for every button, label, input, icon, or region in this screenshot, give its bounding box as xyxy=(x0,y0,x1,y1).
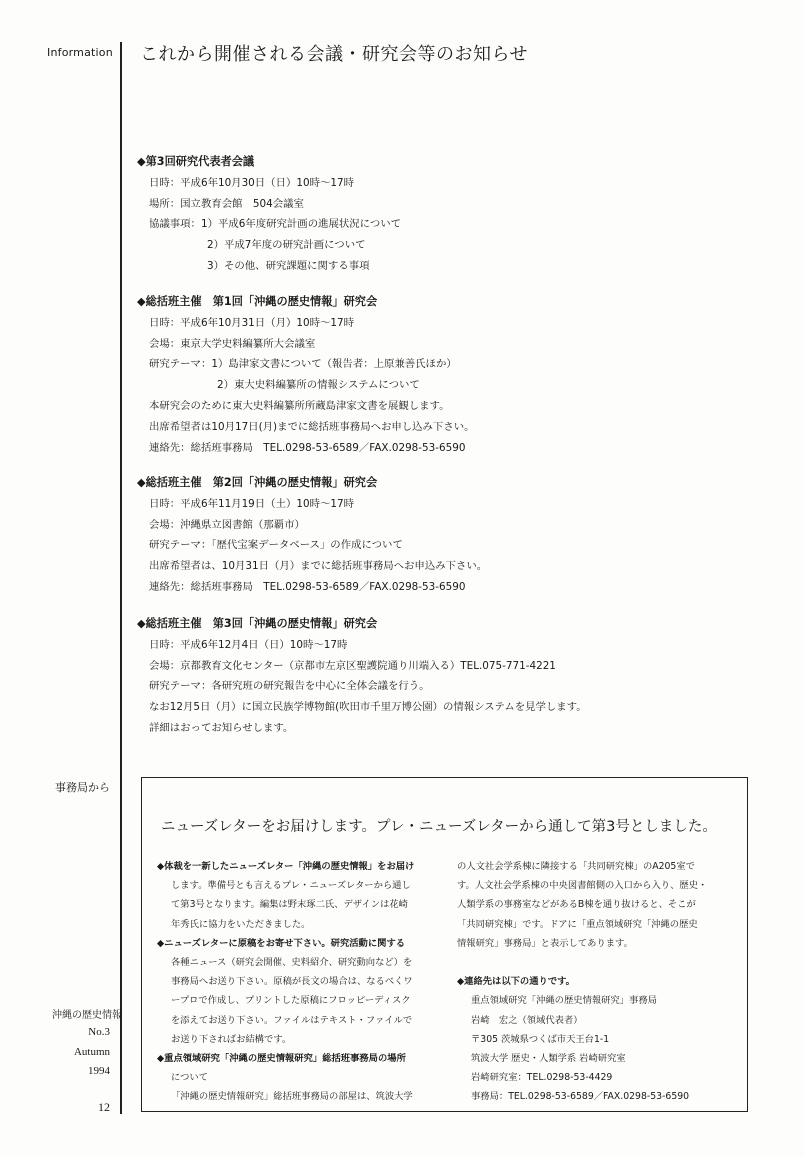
column-line: 事務局：TEL.0298-53-6589／FAX.0298-53-6590 xyxy=(471,1091,690,1103)
newsletter-left-column xyxy=(157,857,414,1107)
column-line: 各種ニュース（研究会開催、史料紹介、研究動向など）を xyxy=(171,957,413,969)
notice-line: 3）その他、研究課題に関する事項 xyxy=(207,259,370,272)
issue-season: Autumn xyxy=(73,1046,110,1058)
notice-line: 詳細はおってお知らせします。 xyxy=(149,721,294,734)
notice-section xyxy=(137,152,401,277)
column-line: 人類学系の事務室などがあるB棟を通り抜けると、そこが xyxy=(457,899,696,911)
notice-line: 出席希望者は、10月31日（月）までに総括班事務局へお申込み下さい。 xyxy=(149,560,488,573)
notice-line: 2）東大史料編纂所の情報システムについて xyxy=(217,379,420,392)
notice-line: 2）平成7年度の研究計画について xyxy=(207,239,366,252)
column-line: 「沖縄の歴史情報研究」総括班事務局の部屋は、筑波大学 xyxy=(171,1091,413,1103)
column-line: 事務局へお送り下さい。原稿が長文の場合は、なるべくワ xyxy=(171,976,413,988)
notice-line: 会場：京都教育文化センター（京都市左京区聖護院通り川端入る）TEL.075-771-4221 xyxy=(149,659,556,672)
column-line: 〒305 茨城県つくば市天王台1-1 xyxy=(471,1033,610,1045)
column-line: ◆重点領域研究「沖縄の歴史情報研究」総括班事務局の場所 xyxy=(157,1053,406,1065)
notice-section xyxy=(137,292,475,458)
newsletter-name: 沖縄の歴史情報 xyxy=(52,1010,122,1021)
column-line: す。人文社会学系棟の中央図書館側の入口から入り、歴史・ xyxy=(457,880,708,892)
column-line: 岩崎研究室：TEL.0298-53-4429 xyxy=(471,1072,613,1084)
column-line: ◆ニューズレターに原稿をお寄せ下さい。研究活動に関する xyxy=(157,937,406,949)
newsletter-headline: ニューズレターをお届けします。プレ・ニューズレターから通して第3号としました。 xyxy=(161,819,717,835)
notice-line: 研究テーマ：「歴代宝案データベース」の作成について xyxy=(149,539,403,552)
column-line: 「共同研究棟」です。ドアに「重点領域研究「沖縄の歴史 xyxy=(457,918,698,930)
notice-line: なお12月5日（月）に国立民族学博物館(吹田市千里万博公園）の情報システムを見学します。 xyxy=(149,701,587,714)
notice-line: 研究テーマ：1）島津家文書について（報告者：上原兼善氏ほか） xyxy=(149,358,457,371)
notice-line: 日時：平成6年12月4日（日）10時～17時 xyxy=(149,638,348,651)
section-label-office: 事務局から xyxy=(55,781,110,794)
column-line: の人文社会学系棟に隣接する「共同研究棟」のA205室で xyxy=(457,861,695,872)
notice-line: 日時：平成6年10月31日（月）10時～17時 xyxy=(149,316,354,329)
column-line: ◆体裁を一新したニューズレター「沖縄の歴史情報」をお届け xyxy=(157,861,415,872)
column-line: て第3号となります。編集は野末琢二氏、デザインは花崎 xyxy=(171,899,408,911)
vertical-divider xyxy=(120,42,122,1114)
column-spacer xyxy=(457,953,707,972)
notice-section xyxy=(137,614,587,739)
column-line: します。準備号とも言えるプレ・ニューズレターから通し xyxy=(171,880,411,892)
column-line: 情報研究」事務局」と表示してあります。 xyxy=(457,937,633,949)
notice-section xyxy=(137,473,487,598)
column-line: 年秀氏に協力をいただきました。 xyxy=(171,918,311,930)
column-line: ープロで作成し、プリントした原稿にフロッピーディスク xyxy=(171,995,411,1007)
column-line: を添えてお送り下さい。ファイルはテキスト・ファイルで xyxy=(171,1014,413,1026)
notice-title: ◆総括班主催 第2回「沖縄の歴史情報」研究会 xyxy=(137,476,378,489)
notice-line: 連絡先：総括班事務局 TEL.0298-53-6589／FAX.0298-53-6590 xyxy=(149,441,466,454)
page-number: 12 xyxy=(98,1100,110,1114)
section-label-information: Information xyxy=(47,46,113,59)
column-line: 筑波大学 歴史・人類学系 岩崎研究室 xyxy=(471,1053,626,1065)
column-line: 岩崎 宏之（領域代表者） xyxy=(471,1014,583,1026)
issue-year: 1994 xyxy=(88,1065,110,1077)
notice-title: ◆総括班主催 第3回「沖縄の歴史情報」研究会 xyxy=(137,617,378,630)
notice-title: ◆総括班主催 第1回「沖縄の歴史情報」研究会 xyxy=(137,295,378,308)
notice-line: 協議事項：1）平成6年度研究計画の進展状況について xyxy=(149,218,401,231)
notice-line: 日時：平成6年10月30日（日）10時～17時 xyxy=(149,176,354,189)
notice-line: 日時：平成6年11月19日（土）10時～17時 xyxy=(149,497,354,510)
column-line: について xyxy=(171,1072,209,1084)
notice-line: 研究テーマ：各研究班の研究報告を中心に全体会議を行う。 xyxy=(149,680,430,693)
column-line: ◆連絡先は以下の通りです。 xyxy=(457,976,575,988)
notice-line: 会場：沖縄県立図書館（那覇市） xyxy=(149,518,305,531)
column-line: 重点領域研究「沖縄の歴史情報研究」事務局 xyxy=(471,995,657,1007)
issue-number: No.3 xyxy=(88,1026,110,1038)
newsletter-right-column xyxy=(457,857,707,1107)
notice-line: 連絡先：総括班事務局 TEL.0298-53-6589／FAX.0298-53-6590 xyxy=(149,580,466,593)
notice-line: 出席希望者は10月17日(月)までに総括班事務局へお申し込み下さい。 xyxy=(149,420,475,433)
page-title: これから開催される会議・研究会等のお知らせ xyxy=(140,44,528,65)
notice-line: 会場：東京大学史料編纂所大会議室 xyxy=(149,337,316,350)
notice-title: ◆第3回研究代表者会議 xyxy=(137,155,255,168)
notice-line: 本研究会のために東大史料編纂所所蔵島津家文書を展観します。 xyxy=(149,399,450,412)
column-line: お送り下さればお結構です。 xyxy=(171,1033,292,1045)
notice-line: 場所：国立教育会館 504会議室 xyxy=(149,197,304,210)
